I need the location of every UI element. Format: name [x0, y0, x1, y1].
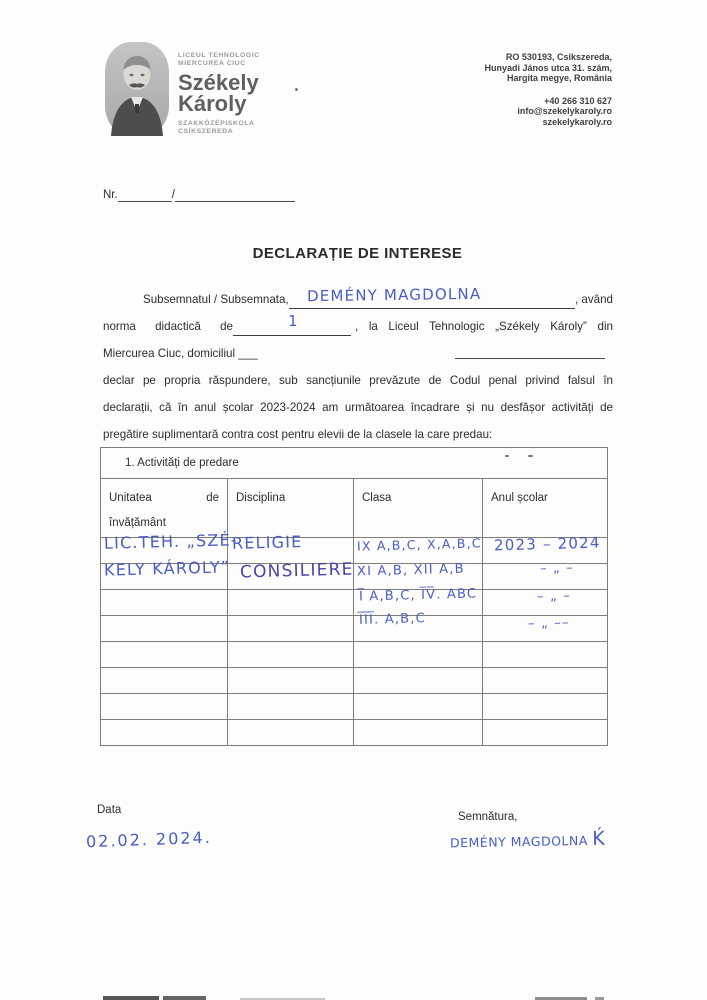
signature-label: Semnătura, [458, 811, 518, 823]
table-cell [101, 720, 228, 746]
table-row [101, 694, 608, 720]
address-line: RO 530193, Csikszereda, [505, 52, 612, 62]
column-header-anul-scolar: Anul școlar [483, 479, 608, 538]
column-header-disciplina: Disciplina [228, 479, 354, 538]
header-contact-block [484, 52, 612, 127]
name-blank-field [289, 286, 575, 309]
handwritten-unit-line1: LIC.TEH. „SZÉ- [103, 530, 239, 553]
portrait-icon [105, 42, 169, 136]
handwritten-year-ditto: – „ – [539, 560, 575, 577]
paragraph-line-2 [103, 313, 613, 340]
table-cell [101, 642, 228, 668]
paragraph-line-3: Miercurea Ciuc, domiciliul ___ [103, 347, 258, 360]
table-cell [483, 668, 608, 694]
activities-table [100, 447, 608, 746]
line1-suffix-text: , având [574, 293, 613, 306]
website: szekelykaroly.ro [542, 116, 612, 127]
table-cell [228, 720, 354, 746]
table-cell [228, 694, 354, 720]
table-cell [101, 668, 228, 694]
handwritten-name: DEMÉNY MAGDOLNA [306, 284, 482, 306]
first-line-indent [103, 286, 143, 313]
norma-blank-field [233, 313, 351, 336]
school-logo-portrait [105, 42, 169, 136]
handwritten-discipline-1: RELIGIE [231, 532, 303, 553]
phone-number: +40 266 310 627 [544, 95, 612, 106]
column-header-clasa: Clasa [354, 479, 483, 538]
table-cell [228, 616, 354, 642]
table-row [101, 590, 608, 616]
nr-separator: / [171, 189, 175, 201]
table-cell [101, 616, 228, 642]
handwritten-discipline-2: CONSILIERE [239, 559, 354, 583]
handwritten-year-ditto: – „ – [536, 588, 572, 605]
table-cell [228, 642, 354, 668]
nr-blank-field [118, 186, 172, 202]
domiciliul-blank-field [455, 358, 605, 359]
scan-dot-artifact [295, 88, 298, 91]
registration-number-row [103, 186, 295, 204]
table-cell [101, 590, 228, 616]
logo-subtitle-line: LICEUL TEHNOLOGIC [178, 52, 260, 59]
line1-text: Subsemnatul / Subsemnata, [143, 293, 289, 306]
handwritten-class-4: I̅I̅I̅. A,B,C [358, 611, 427, 628]
table-cell [354, 694, 483, 720]
paragraph-line-4: declar pe propria răspundere, sub sancțiunile prevăzute de Codul penal privind falsul în [103, 374, 613, 387]
handwritten-year-1: 2023 – 2024 [493, 533, 601, 555]
nr-label: Nr. [103, 189, 118, 201]
logo-subtitle-line: SZAKKÖZÉPISKOLA [178, 120, 255, 127]
handwritten-unit-line2: KELY KÁROLY” [103, 557, 231, 580]
table-caption: 1. Activități de predare [101, 448, 608, 479]
email-address: info@szekelykaroly.ro [517, 106, 612, 116]
logo-text-block [178, 52, 260, 135]
table-row [101, 720, 608, 746]
scan-strip-artifact [163, 996, 206, 1000]
table-cell [483, 694, 608, 720]
handwritten-signature [450, 828, 605, 853]
logo-school-name: Károly [178, 91, 247, 116]
column-header-unitatea [101, 479, 228, 538]
signature-paraph: Ḱ [592, 827, 605, 850]
table-cell [354, 668, 483, 694]
table-cell [101, 694, 228, 720]
handwritten-date: 02.02. 2024. [85, 827, 213, 852]
handwritten-class-3: I̅ A,B,C, I̅V̅. ABC [358, 586, 478, 605]
line2-suffix-text: , la Liceul Tehnologic „Székely Károly” din [355, 320, 613, 333]
paragraph-line-6: pregătire suplimentară contra cost pentru elevii de la clasele la care predau: [103, 428, 493, 441]
signature-name: DEMÉNY MAGDOLNA [449, 832, 588, 851]
table-cell [354, 642, 483, 668]
table-cell [483, 642, 608, 668]
table-cell [228, 668, 354, 694]
handwritten-year-ditto: – „ –– [527, 615, 570, 632]
table-row [101, 642, 608, 668]
header-text: învățământ [109, 517, 166, 529]
logo-subtitle-line: CSÍKSZEREDA [178, 127, 234, 135]
logo-school-name: Székely [178, 70, 259, 95]
scan-strip-artifact [103, 996, 159, 1000]
handwritten-norma-value: 1 [288, 312, 299, 330]
paragraph-line-1 [103, 286, 613, 313]
address-line: Hargita megye, România [506, 73, 612, 83]
declaration-paragraph [103, 286, 613, 448]
table-header-row [101, 479, 608, 538]
handwritten-class-2: XI A,B, XII A,B [356, 561, 465, 580]
table-cell [354, 720, 483, 746]
header-text: Unitatea de [109, 492, 219, 504]
table-cell [228, 590, 354, 616]
nr-date-blank-field [175, 186, 295, 202]
logo-subtitle-line: MIERCUREA CIUC [178, 59, 246, 67]
handwritten-class-1: IX A,B,C, X,A,B,C [356, 535, 482, 554]
table-cell [483, 720, 608, 746]
address-line: Hunyadi János utca 31. szám, [484, 62, 612, 73]
table-caption-row [101, 448, 608, 479]
date-label: Data [97, 804, 122, 816]
document-title: DECLARAȚIE DE INTERESE [252, 245, 463, 262]
line2-text: norma didactică de [103, 320, 233, 333]
table-row [101, 668, 608, 694]
paragraph-line-5: declarații, că în anul școlar 2023-2024 am următoarea încadrare și nu desfășor activități de [103, 401, 613, 414]
